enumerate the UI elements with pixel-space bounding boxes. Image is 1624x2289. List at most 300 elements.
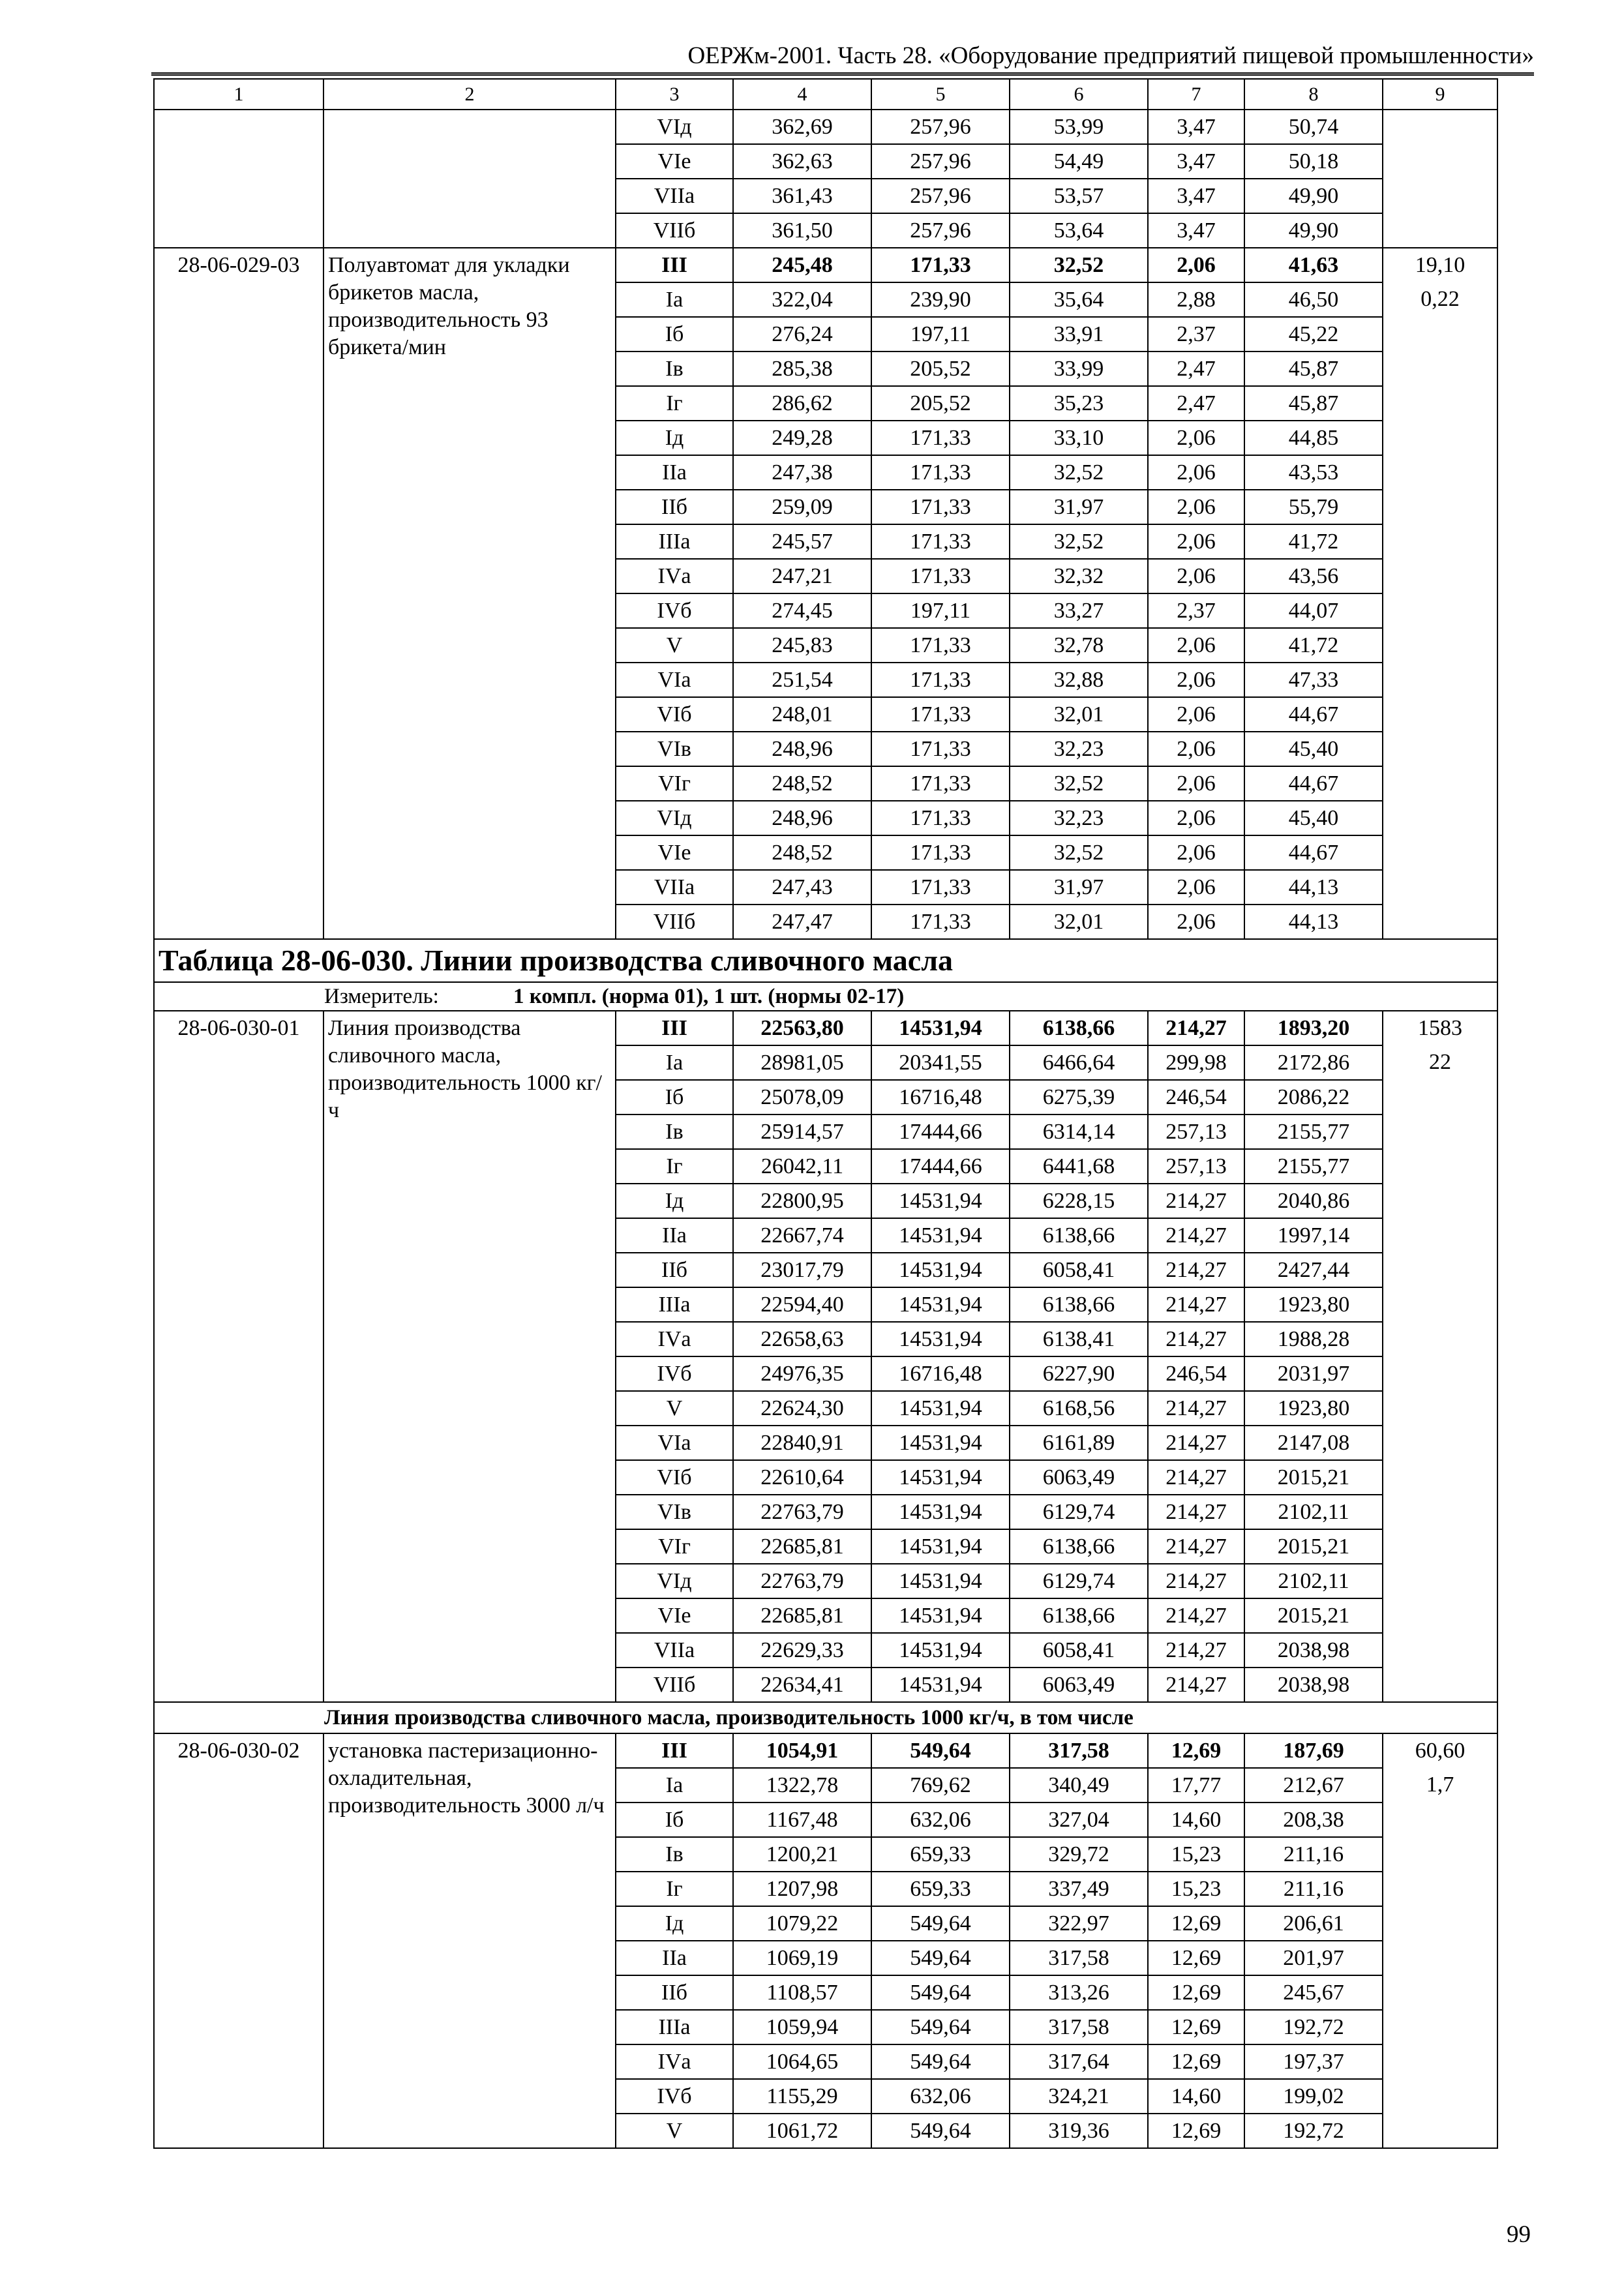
notes-cell bbox=[1383, 1564, 1497, 1598]
value-cell: 276,24 bbox=[733, 317, 871, 352]
value-cell: 12,69 bbox=[1148, 2044, 1244, 2079]
value-cell: 324,21 bbox=[1010, 2079, 1148, 2114]
value-cell: 14531,94 bbox=[871, 1011, 1010, 1045]
value-cell: 2,06 bbox=[1148, 732, 1244, 766]
value-cell: 14531,94 bbox=[871, 1391, 1010, 1426]
value-cell: 199,02 bbox=[1244, 2079, 1383, 2114]
notes-cell bbox=[1383, 1529, 1497, 1564]
value-cell: 44,07 bbox=[1244, 593, 1383, 628]
value-cell: 247,21 bbox=[733, 559, 871, 593]
value-cell: 44,85 bbox=[1244, 421, 1383, 455]
zone-cell: IVб bbox=[616, 2079, 733, 2114]
value-cell: 257,96 bbox=[871, 144, 1010, 179]
table-row bbox=[154, 248, 1497, 282]
value-cell: 1322,78 bbox=[733, 1768, 871, 1803]
value-cell: 14531,94 bbox=[871, 1322, 1010, 1356]
value-cell: 16716,48 bbox=[871, 1356, 1010, 1391]
value-cell: 44,67 bbox=[1244, 697, 1383, 732]
rates-table bbox=[153, 78, 1498, 2149]
notes-cell bbox=[1383, 905, 1497, 939]
value-cell: 2,06 bbox=[1148, 248, 1244, 282]
value-cell: 257,13 bbox=[1148, 1115, 1244, 1149]
column-number: 4 bbox=[733, 79, 871, 110]
value-cell: 214,27 bbox=[1148, 1011, 1244, 1045]
notes-cell bbox=[1383, 1184, 1497, 1218]
value-cell: 6228,15 bbox=[1010, 1184, 1148, 1218]
value-cell: 1059,94 bbox=[733, 2010, 871, 2044]
value-cell: 22667,74 bbox=[733, 1218, 871, 1253]
subheading-row bbox=[154, 1702, 1497, 1733]
value-cell: 14531,94 bbox=[871, 1529, 1010, 1564]
value-cell: 6138,66 bbox=[1010, 1529, 1148, 1564]
value-cell: 49,90 bbox=[1244, 179, 1383, 213]
notes-cell bbox=[1383, 1872, 1497, 1906]
value-cell: 46,50 bbox=[1244, 282, 1383, 317]
zone-cell: Iа bbox=[616, 1045, 733, 1080]
value-cell: 171,33 bbox=[871, 801, 1010, 835]
value-cell: 45,87 bbox=[1244, 352, 1383, 386]
notes-cell bbox=[1383, 1391, 1497, 1426]
value-cell: 214,27 bbox=[1148, 1633, 1244, 1668]
value-cell: 322,04 bbox=[733, 282, 871, 317]
zone-cell: IIб bbox=[616, 490, 733, 524]
value-cell: 2427,44 bbox=[1244, 1253, 1383, 1287]
value-cell: 549,64 bbox=[871, 2044, 1010, 2079]
value-cell: 214,27 bbox=[1148, 1287, 1244, 1322]
value-cell: 659,33 bbox=[871, 1837, 1010, 1872]
value-cell: 2,88 bbox=[1148, 282, 1244, 317]
running-header bbox=[151, 39, 1534, 76]
value-cell: 2,06 bbox=[1148, 559, 1244, 593]
value-cell: 14531,94 bbox=[871, 1495, 1010, 1529]
rate-code: 28-06-030-01 bbox=[154, 1011, 323, 1702]
value-cell: 14531,94 bbox=[871, 1460, 1010, 1495]
value-cell: 1069,19 bbox=[733, 1941, 871, 1975]
value-cell: 171,33 bbox=[871, 490, 1010, 524]
notes-cell bbox=[1383, 2079, 1497, 2114]
rate-description bbox=[323, 110, 616, 248]
value-cell: 362,69 bbox=[733, 110, 871, 144]
value-cell: 44,13 bbox=[1244, 870, 1383, 905]
notes-cell bbox=[1383, 1906, 1497, 1941]
table-title-row bbox=[154, 939, 1497, 982]
value-cell: 171,33 bbox=[871, 559, 1010, 593]
value-cell: 171,33 bbox=[871, 421, 1010, 455]
value-cell: 45,40 bbox=[1244, 732, 1383, 766]
notes-cell: 1,7 bbox=[1383, 1768, 1497, 1803]
notes-cell bbox=[1383, 1426, 1497, 1460]
value-cell: 50,74 bbox=[1244, 110, 1383, 144]
measure-value: 1 компл. (норма 01), 1 шт. (нормы 02-17) bbox=[513, 985, 905, 1008]
value-cell: 6063,49 bbox=[1010, 1460, 1148, 1495]
table-row bbox=[154, 1733, 1497, 1768]
value-cell: 211,16 bbox=[1244, 1872, 1383, 1906]
value-cell: 214,27 bbox=[1148, 1495, 1244, 1529]
rate-description: установка пастеризационно-охладительная, производительность 3000 л/ч bbox=[323, 1733, 616, 2148]
value-cell: 361,43 bbox=[733, 179, 871, 213]
value-cell: 1061,72 bbox=[733, 2114, 871, 2148]
zone-cell: III bbox=[616, 1011, 733, 1045]
value-cell: 2,06 bbox=[1148, 801, 1244, 835]
value-cell: 1054,91 bbox=[733, 1733, 871, 1768]
table-row bbox=[154, 110, 1497, 144]
value-cell: 246,54 bbox=[1148, 1080, 1244, 1115]
zone-cell: VIд bbox=[616, 110, 733, 144]
zone-cell: VIг bbox=[616, 766, 733, 801]
value-cell: 6129,74 bbox=[1010, 1495, 1148, 1529]
zone-cell: IIб bbox=[616, 1975, 733, 2010]
zone-cell: Iв bbox=[616, 1837, 733, 1872]
value-cell: 1064,65 bbox=[733, 2044, 871, 2079]
value-cell: 549,64 bbox=[871, 2010, 1010, 2044]
rate-description: Линия производства сливочного масла, производительность 1000 кг/ч bbox=[323, 1011, 616, 1702]
value-cell: 35,23 bbox=[1010, 386, 1148, 421]
value-cell: 6058,41 bbox=[1010, 1633, 1148, 1668]
value-cell: 3,47 bbox=[1148, 179, 1244, 213]
value-cell: 2155,77 bbox=[1244, 1115, 1383, 1149]
notes-cell bbox=[1383, 110, 1497, 144]
value-cell: 44,67 bbox=[1244, 766, 1383, 801]
zone-cell: VIе bbox=[616, 835, 733, 870]
notes-cell bbox=[1383, 1598, 1497, 1633]
notes-cell bbox=[1383, 1975, 1497, 2010]
notes-cell bbox=[1383, 490, 1497, 524]
value-cell: 549,64 bbox=[871, 1975, 1010, 2010]
notes-cell bbox=[1383, 1287, 1497, 1322]
value-cell: 239,90 bbox=[871, 282, 1010, 317]
zone-cell: Iа bbox=[616, 282, 733, 317]
value-cell: 22594,40 bbox=[733, 1287, 871, 1322]
value-cell: 2,06 bbox=[1148, 905, 1244, 939]
table-row bbox=[154, 1011, 1497, 1045]
value-cell: 14531,94 bbox=[871, 1218, 1010, 1253]
notes-cell bbox=[1383, 2044, 1497, 2079]
value-cell: 257,96 bbox=[871, 110, 1010, 144]
notes-cell bbox=[1383, 1941, 1497, 1975]
value-cell: 337,49 bbox=[1010, 1872, 1148, 1906]
value-cell: 214,27 bbox=[1148, 1391, 1244, 1426]
notes-cell bbox=[1383, 766, 1497, 801]
value-cell: 53,57 bbox=[1010, 179, 1148, 213]
value-cell: 22658,63 bbox=[733, 1322, 871, 1356]
value-cell: 2,06 bbox=[1148, 835, 1244, 870]
value-cell: 22610,64 bbox=[733, 1460, 871, 1495]
notes-cell bbox=[1383, 663, 1497, 697]
value-cell: 286,62 bbox=[733, 386, 871, 421]
value-cell: 14531,94 bbox=[871, 1184, 1010, 1218]
zone-cell: IVб bbox=[616, 1356, 733, 1391]
value-cell: 14,60 bbox=[1148, 1803, 1244, 1837]
value-cell: 6314,14 bbox=[1010, 1115, 1148, 1149]
value-cell: 214,27 bbox=[1148, 1460, 1244, 1495]
zone-cell: IIа bbox=[616, 1218, 733, 1253]
subheading: Линия производства сливочного масла, производительность 1000 кг/ч, в том числе bbox=[324, 1706, 1134, 1729]
notes-cell bbox=[1383, 1356, 1497, 1391]
value-cell: 171,33 bbox=[871, 628, 1010, 663]
value-cell: 245,67 bbox=[1244, 1975, 1383, 2010]
value-cell: 49,90 bbox=[1244, 213, 1383, 248]
zone-cell: IVа bbox=[616, 2044, 733, 2079]
value-cell: 659,33 bbox=[871, 1872, 1010, 1906]
value-cell: 14531,94 bbox=[871, 1287, 1010, 1322]
value-cell: 32,01 bbox=[1010, 905, 1148, 939]
notes-cell bbox=[1383, 801, 1497, 835]
notes-cell bbox=[1383, 213, 1497, 248]
value-cell: 248,52 bbox=[733, 835, 871, 870]
value-cell: 2102,11 bbox=[1244, 1495, 1383, 1529]
value-cell: 317,58 bbox=[1010, 2010, 1148, 2044]
value-cell: 248,01 bbox=[733, 697, 871, 732]
table-title: Таблица 28-06-030. Линии производства сливочного масла bbox=[154, 939, 1497, 982]
notes-cell bbox=[1383, 559, 1497, 593]
zone-cell: Iб bbox=[616, 1803, 733, 1837]
value-cell: 197,11 bbox=[871, 317, 1010, 352]
value-cell: 6138,66 bbox=[1010, 1011, 1148, 1045]
rate-description: Полуавтомат для укладки брикетов масла, производительность 93 брикета/мин bbox=[323, 248, 616, 939]
rate-code bbox=[154, 110, 323, 248]
notes-cell bbox=[1383, 870, 1497, 905]
zone-cell: VIб bbox=[616, 1460, 733, 1495]
value-cell: 319,36 bbox=[1010, 2114, 1148, 2148]
value-cell: 1988,28 bbox=[1244, 1322, 1383, 1356]
value-cell: 251,54 bbox=[733, 663, 871, 697]
zone-cell: VIв bbox=[616, 1495, 733, 1529]
column-number-row bbox=[154, 79, 1497, 110]
subheading-cell bbox=[154, 1702, 1497, 1733]
value-cell: 32,01 bbox=[1010, 697, 1148, 732]
notes-cell: 60,60 bbox=[1383, 1733, 1497, 1768]
value-cell: 32,23 bbox=[1010, 732, 1148, 766]
value-cell: 54,49 bbox=[1010, 144, 1148, 179]
value-cell: 247,43 bbox=[733, 870, 871, 905]
value-cell: 2,47 bbox=[1148, 386, 1244, 421]
value-cell: 632,06 bbox=[871, 1803, 1010, 1837]
value-cell: 2,06 bbox=[1148, 524, 1244, 559]
value-cell: 259,09 bbox=[733, 490, 871, 524]
column-number: 5 bbox=[871, 79, 1010, 110]
value-cell: 247,38 bbox=[733, 455, 871, 490]
value-cell: 313,26 bbox=[1010, 1975, 1148, 2010]
value-cell: 32,88 bbox=[1010, 663, 1148, 697]
value-cell: 329,72 bbox=[1010, 1837, 1148, 1872]
value-cell: 22624,30 bbox=[733, 1391, 871, 1426]
value-cell: 3,47 bbox=[1148, 213, 1244, 248]
value-cell: 43,53 bbox=[1244, 455, 1383, 490]
zone-cell: IVа bbox=[616, 559, 733, 593]
value-cell: 2155,77 bbox=[1244, 1149, 1383, 1184]
value-cell: 35,64 bbox=[1010, 282, 1148, 317]
value-cell: 245,83 bbox=[733, 628, 871, 663]
value-cell: 15,23 bbox=[1148, 1837, 1244, 1872]
value-cell: 2040,86 bbox=[1244, 1184, 1383, 1218]
value-cell: 53,64 bbox=[1010, 213, 1148, 248]
value-cell: 1167,48 bbox=[733, 1803, 871, 1837]
zone-cell: Iа bbox=[616, 1768, 733, 1803]
value-cell: 32,78 bbox=[1010, 628, 1148, 663]
value-cell: 6138,66 bbox=[1010, 1218, 1148, 1253]
value-cell: 2,37 bbox=[1148, 317, 1244, 352]
zone-cell: IIб bbox=[616, 1253, 733, 1287]
value-cell: 549,64 bbox=[871, 1941, 1010, 1975]
value-cell: 15,23 bbox=[1148, 1872, 1244, 1906]
column-number: 1 bbox=[154, 79, 323, 110]
value-cell: 14531,94 bbox=[871, 1598, 1010, 1633]
notes-cell: 1583 bbox=[1383, 1011, 1497, 1045]
value-cell: 33,91 bbox=[1010, 317, 1148, 352]
zone-cell: Iг bbox=[616, 1149, 733, 1184]
value-cell: 171,33 bbox=[871, 524, 1010, 559]
value-cell: 2015,21 bbox=[1244, 1460, 1383, 1495]
zone-cell: Iб bbox=[616, 317, 733, 352]
value-cell: 33,10 bbox=[1010, 421, 1148, 455]
notes-cell: 19,10 bbox=[1383, 248, 1497, 282]
zone-cell: IVа bbox=[616, 1322, 733, 1356]
value-cell: 2,06 bbox=[1148, 766, 1244, 801]
value-cell: 6058,41 bbox=[1010, 1253, 1148, 1287]
value-cell: 22685,81 bbox=[733, 1529, 871, 1564]
value-cell: 249,28 bbox=[733, 421, 871, 455]
zone-cell: VIIа bbox=[616, 179, 733, 213]
zone-cell: IIIа bbox=[616, 524, 733, 559]
value-cell: 31,97 bbox=[1010, 490, 1148, 524]
value-cell: 24976,35 bbox=[733, 1356, 871, 1391]
notes-cell bbox=[1383, 1460, 1497, 1495]
value-cell: 1923,80 bbox=[1244, 1287, 1383, 1322]
value-cell: 22629,33 bbox=[733, 1633, 871, 1668]
value-cell: 340,49 bbox=[1010, 1768, 1148, 1803]
notes-cell bbox=[1383, 732, 1497, 766]
notes-cell bbox=[1383, 593, 1497, 628]
value-cell: 2147,08 bbox=[1244, 1426, 1383, 1460]
value-cell: 769,62 bbox=[871, 1768, 1010, 1803]
value-cell: 28981,05 bbox=[733, 1045, 871, 1080]
zone-cell: VIа bbox=[616, 1426, 733, 1460]
value-cell: 41,72 bbox=[1244, 628, 1383, 663]
value-cell: 6138,66 bbox=[1010, 1287, 1148, 1322]
value-cell: 206,61 bbox=[1244, 1906, 1383, 1941]
notes-cell bbox=[1383, 1253, 1497, 1287]
value-cell: 2,37 bbox=[1148, 593, 1244, 628]
value-cell: 248,52 bbox=[733, 766, 871, 801]
value-cell: 22563,80 bbox=[733, 1011, 871, 1045]
value-cell: 214,27 bbox=[1148, 1184, 1244, 1218]
value-cell: 14531,94 bbox=[871, 1668, 1010, 1702]
value-cell: 32,32 bbox=[1010, 559, 1148, 593]
value-cell: 257,96 bbox=[871, 213, 1010, 248]
value-cell: 44,67 bbox=[1244, 835, 1383, 870]
notes-cell bbox=[1383, 524, 1497, 559]
value-cell: 43,56 bbox=[1244, 559, 1383, 593]
notes-cell bbox=[1383, 1115, 1497, 1149]
value-cell: 32,52 bbox=[1010, 248, 1148, 282]
value-cell: 2,06 bbox=[1148, 455, 1244, 490]
value-cell: 25914,57 bbox=[733, 1115, 871, 1149]
value-cell: 3,47 bbox=[1148, 110, 1244, 144]
value-cell: 6441,68 bbox=[1010, 1149, 1148, 1184]
value-cell: 317,64 bbox=[1010, 2044, 1148, 2079]
value-cell: 549,64 bbox=[871, 1733, 1010, 1768]
value-cell: 1108,57 bbox=[733, 1975, 871, 2010]
value-cell: 44,13 bbox=[1244, 905, 1383, 939]
value-cell: 171,33 bbox=[871, 248, 1010, 282]
value-cell: 1997,14 bbox=[1244, 1218, 1383, 1253]
value-cell: 2172,86 bbox=[1244, 1045, 1383, 1080]
notes-cell bbox=[1383, 386, 1497, 421]
value-cell: 2102,11 bbox=[1244, 1564, 1383, 1598]
measure-label: Измеритель: bbox=[324, 985, 439, 1008]
value-cell: 41,72 bbox=[1244, 524, 1383, 559]
value-cell: 205,52 bbox=[871, 386, 1010, 421]
value-cell: 1200,21 bbox=[733, 1837, 871, 1872]
notes-cell bbox=[1383, 1495, 1497, 1529]
value-cell: 17444,66 bbox=[871, 1149, 1010, 1184]
value-cell: 32,52 bbox=[1010, 766, 1148, 801]
value-cell: 2015,21 bbox=[1244, 1529, 1383, 1564]
value-cell: 257,13 bbox=[1148, 1149, 1244, 1184]
value-cell: 6227,90 bbox=[1010, 1356, 1148, 1391]
value-cell: 2,06 bbox=[1148, 663, 1244, 697]
notes-cell bbox=[1383, 1633, 1497, 1668]
value-cell: 322,97 bbox=[1010, 1906, 1148, 1941]
zone-cell: VIд bbox=[616, 1564, 733, 1598]
value-cell: 6466,64 bbox=[1010, 1045, 1148, 1080]
value-cell: 211,16 bbox=[1244, 1837, 1383, 1872]
value-cell: 22800,95 bbox=[733, 1184, 871, 1218]
value-cell: 2,47 bbox=[1148, 352, 1244, 386]
rate-code: 28-06-030-02 bbox=[154, 1733, 323, 2148]
value-cell: 1923,80 bbox=[1244, 1391, 1383, 1426]
value-cell: 23017,79 bbox=[733, 1253, 871, 1287]
value-cell: 361,50 bbox=[733, 213, 871, 248]
column-number: 6 bbox=[1010, 79, 1148, 110]
value-cell: 32,52 bbox=[1010, 524, 1148, 559]
value-cell: 6129,74 bbox=[1010, 1564, 1148, 1598]
value-cell: 6168,56 bbox=[1010, 1391, 1148, 1426]
value-cell: 632,06 bbox=[871, 2079, 1010, 2114]
zone-cell: Iд bbox=[616, 421, 733, 455]
value-cell: 257,96 bbox=[871, 179, 1010, 213]
notes-cell bbox=[1383, 144, 1497, 179]
zone-cell: VIIб bbox=[616, 1668, 733, 1702]
zone-cell: VIг bbox=[616, 1529, 733, 1564]
value-cell: 197,37 bbox=[1244, 2044, 1383, 2079]
value-cell: 171,33 bbox=[871, 835, 1010, 870]
value-cell: 212,67 bbox=[1244, 1768, 1383, 1803]
value-cell: 171,33 bbox=[871, 455, 1010, 490]
value-cell: 171,33 bbox=[871, 905, 1010, 939]
value-cell: 214,27 bbox=[1148, 1598, 1244, 1633]
zone-cell: VIб bbox=[616, 697, 733, 732]
value-cell: 2031,97 bbox=[1244, 1356, 1383, 1391]
value-cell: 245,57 bbox=[733, 524, 871, 559]
rate-code: 28-06-029-03 bbox=[154, 248, 323, 939]
value-cell: 214,27 bbox=[1148, 1668, 1244, 1702]
value-cell: 197,11 bbox=[871, 593, 1010, 628]
value-cell: 20341,55 bbox=[871, 1045, 1010, 1080]
value-cell: 214,27 bbox=[1148, 1218, 1244, 1253]
zone-cell: Iд bbox=[616, 1184, 733, 1218]
value-cell: 2,06 bbox=[1148, 697, 1244, 732]
value-cell: 25078,09 bbox=[733, 1080, 871, 1115]
value-cell: 22763,79 bbox=[733, 1564, 871, 1598]
value-cell: 17444,66 bbox=[871, 1115, 1010, 1149]
zone-cell: VIIа bbox=[616, 1633, 733, 1668]
value-cell: 2,06 bbox=[1148, 421, 1244, 455]
zone-cell: VIIа bbox=[616, 870, 733, 905]
value-cell: 1155,29 bbox=[733, 2079, 871, 2114]
value-cell: 45,87 bbox=[1244, 386, 1383, 421]
value-cell: 45,22 bbox=[1244, 317, 1383, 352]
